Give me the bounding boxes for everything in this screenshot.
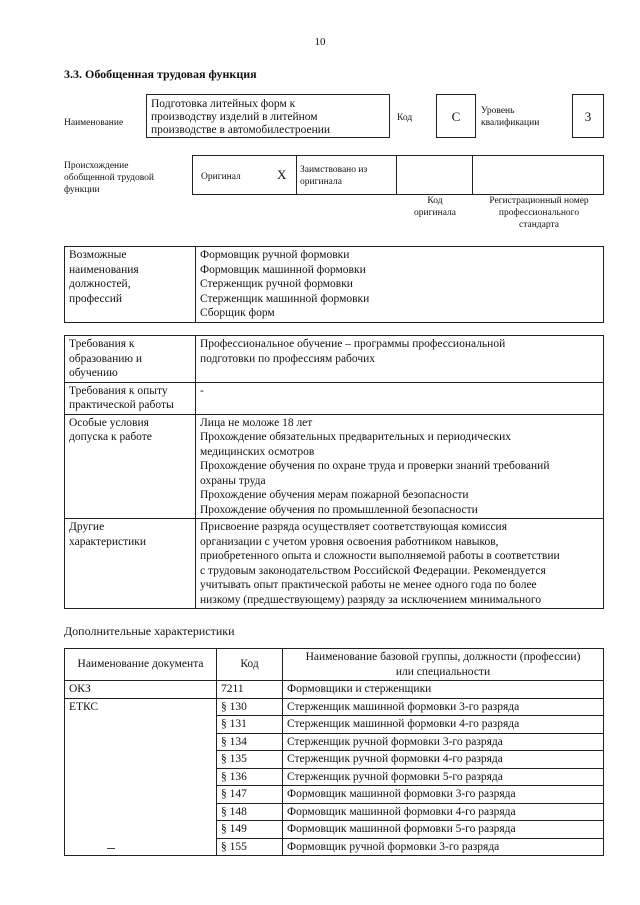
label-line: должностей, bbox=[69, 278, 131, 290]
label-line: Требования к опыту bbox=[69, 384, 168, 397]
name-cell: Стерженщик ручной формовки 4-го разряда bbox=[283, 751, 604, 769]
name-cell: Формовщик машинной формовки 3-го разряда bbox=[283, 786, 604, 804]
value-line: Прохождение обучения мерам пожарной безопасности bbox=[200, 489, 469, 501]
level-label-line: квалификации bbox=[481, 118, 540, 128]
position-item: Сборщик форм bbox=[200, 307, 275, 319]
req-value bbox=[196, 414, 604, 519]
table-row bbox=[65, 336, 604, 383]
col-header-name bbox=[283, 649, 604, 681]
name-cell: Формовщик ручной формовки 3-го разряда bbox=[283, 838, 604, 856]
position-item: Стерженщик машинной формовки bbox=[200, 292, 370, 305]
position-item: Формовщик ручной формовки bbox=[200, 249, 350, 261]
doc-cell: ОКЗ bbox=[65, 681, 217, 699]
name-label: Наименование bbox=[64, 118, 124, 128]
label-line: профессий bbox=[69, 292, 123, 305]
label-line: Особые условия bbox=[69, 416, 149, 429]
origin-box bbox=[192, 155, 604, 195]
value-line: низкому (предшествующему) разряду за исключением минимального bbox=[200, 593, 542, 606]
positions-list bbox=[196, 247, 604, 323]
req-value bbox=[196, 519, 604, 609]
code-label: Код bbox=[397, 113, 413, 123]
req-label bbox=[65, 382, 196, 414]
req-value bbox=[196, 382, 604, 414]
col-header-doc: Наименование документа bbox=[65, 649, 217, 681]
table-row bbox=[65, 681, 604, 699]
origin-label-line: функции bbox=[64, 185, 100, 195]
value-line: Лица не моложе 18 лет bbox=[200, 416, 313, 429]
label-line: Другие bbox=[69, 521, 105, 533]
caption-line: профессионального bbox=[498, 208, 580, 218]
requirements-table bbox=[64, 335, 604, 609]
footer-mark bbox=[107, 848, 115, 849]
table-row bbox=[65, 382, 604, 414]
reg-number-caption bbox=[474, 195, 604, 231]
value-line: Прохождение обязательных предварительных и периодических bbox=[200, 431, 512, 443]
code-cell: § 134 bbox=[217, 733, 283, 751]
function-name-line: производству изделий в литейном bbox=[151, 111, 318, 123]
doc-cell: ЕТКС bbox=[65, 698, 217, 856]
code-cell: § 148 bbox=[217, 803, 283, 821]
code-cell: § 155 bbox=[217, 838, 283, 856]
level-label bbox=[481, 105, 539, 129]
caption-line: Регистрационный номер bbox=[489, 196, 589, 206]
extra-title: Дополнительные характеристики bbox=[64, 624, 235, 638]
name-cell: Стерженщик машинной формовки 4-го разряда bbox=[283, 716, 604, 734]
positions-label bbox=[65, 247, 196, 323]
label-line: практической работы bbox=[69, 399, 174, 411]
label-line: образованию и bbox=[69, 352, 142, 365]
header-line: Наименование базовой группы, должности (профессии) bbox=[305, 651, 581, 663]
page-number: 10 bbox=[314, 36, 326, 48]
name-cell: Стерженщик ручной формовки 3-го разряда bbox=[283, 733, 604, 751]
value-line: охраны труда bbox=[200, 474, 266, 487]
col-header-code: Код bbox=[217, 649, 283, 681]
table-row bbox=[65, 414, 604, 519]
name-cell: Стерженщик машинной формовки 3-го разряда bbox=[283, 698, 604, 716]
code-cell: § 131 bbox=[217, 716, 283, 734]
position-item: Формовщик машинной формовки bbox=[200, 263, 366, 276]
caption-line: Код bbox=[427, 196, 443, 206]
req-value bbox=[196, 336, 604, 383]
borrowed-label bbox=[300, 164, 367, 188]
table-row bbox=[65, 698, 604, 716]
code-cell: 7211 bbox=[217, 681, 283, 699]
name-cell: Стерженщик ручной формовки 5-го разряда bbox=[283, 768, 604, 786]
label-line: характеристики bbox=[69, 535, 147, 548]
value-line: медицинских осмотров bbox=[200, 445, 315, 458]
caption-line: оригинала bbox=[414, 208, 456, 218]
label-line: наименования bbox=[69, 263, 139, 276]
value-line: Профессиональное обучение – программы профессиональной bbox=[200, 338, 506, 350]
value-line: Прохождение обучения по промышленной безопасности bbox=[200, 503, 478, 516]
origin-label-line: обобщенной трудовой bbox=[64, 173, 154, 183]
origin-label bbox=[64, 160, 154, 196]
header-line: или специальности bbox=[395, 665, 491, 678]
code-original-caption bbox=[400, 195, 470, 219]
function-name-line: производстве в автомобилестроении bbox=[151, 124, 331, 136]
name-cell: Формовщик машинной формовки 4-го разряда bbox=[283, 803, 604, 821]
label-line: допуска к работе bbox=[69, 431, 152, 443]
level-label-line: Уровень bbox=[481, 106, 515, 116]
value-line: приобретенного опыта и сложности выполняемой работы в соответствии bbox=[200, 550, 560, 562]
code-cell: § 136 bbox=[217, 768, 283, 786]
name-cell: Формовщик машинной формовки 5-го разряда bbox=[283, 821, 604, 839]
code-cell: § 135 bbox=[217, 751, 283, 769]
value-line: организации с учетом уровня освоения работником навыков, bbox=[200, 535, 499, 548]
value-line: подготовки по профессиям рабочих bbox=[200, 352, 376, 365]
caption-line: стандарта bbox=[519, 220, 559, 230]
function-name-line: Подготовка литейных форм к bbox=[151, 98, 296, 110]
label-line: Возможные bbox=[69, 249, 127, 261]
name-cell: Формовщики и стерженщики bbox=[283, 681, 604, 699]
section-title: 3.3. Обобщенная трудовая функция bbox=[64, 67, 257, 81]
table-row bbox=[65, 519, 604, 609]
borrowed-label-line: Заимствовано из bbox=[300, 165, 368, 175]
value-line: учитывать опыт практической работы не менее одного года по более bbox=[200, 579, 537, 591]
req-label bbox=[65, 336, 196, 383]
level-value-box: 3 bbox=[572, 94, 604, 138]
code-cell: § 147 bbox=[217, 786, 283, 804]
req-label bbox=[65, 414, 196, 519]
extra-table bbox=[64, 648, 604, 856]
positions-table bbox=[64, 246, 604, 323]
label-line: обучению bbox=[69, 367, 118, 379]
borrowed-label-line: оригинала bbox=[300, 177, 342, 187]
origin-label-line: Происхождение bbox=[64, 161, 129, 171]
table-header-row bbox=[65, 649, 604, 681]
req-label bbox=[65, 519, 196, 609]
value-line: - bbox=[200, 384, 204, 397]
function-name-box bbox=[146, 94, 390, 138]
code-cell: § 149 bbox=[217, 821, 283, 839]
original-label: Оригинал bbox=[201, 172, 241, 182]
value-line: Прохождение обучения по охране труда и проверки знаний требований bbox=[200, 460, 550, 472]
label-line: Требования к bbox=[69, 338, 135, 350]
code-value-box: C bbox=[436, 94, 476, 138]
position-item: Стерженщик ручной формовки bbox=[200, 278, 353, 290]
value-line: Присвоение разряда осуществляет соответствующая комиссия bbox=[200, 521, 508, 533]
original-mark: X bbox=[277, 167, 287, 182]
value-line: с трудовым законодательством Российской Федерации. Рекомендуется bbox=[200, 564, 546, 577]
code-cell: § 130 bbox=[217, 698, 283, 716]
table-row bbox=[65, 247, 604, 323]
